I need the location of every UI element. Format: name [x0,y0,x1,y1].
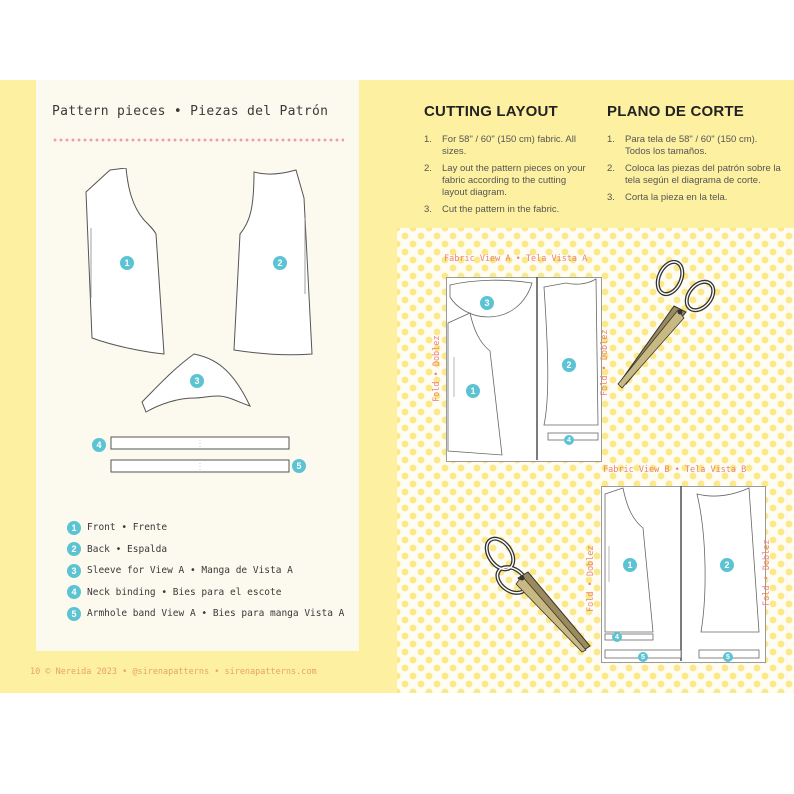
page-footer: 10 © Nereida 2023 • @sirenapatterns • sirenapatterns.com [30,667,317,677]
step-number: 1. [607,134,615,145]
step-number: 3. [424,204,432,215]
fold-label: Fold • Doblez [600,329,610,396]
layout-number-badge: 1 [466,384,480,398]
layout-number-badge: 3 [480,296,494,310]
layout-number-badge: 5 [723,652,733,662]
layout-number-badge: 2 [562,358,576,372]
layout-b-pieces [601,486,766,663]
scissors-icon [612,256,724,392]
piece-number-badge: 5 [292,459,306,473]
pattern-piece-neck-binding [110,436,290,450]
layout-a-pieces [446,277,602,462]
piece-number-badge: 4 [92,438,106,452]
fabric-view-b-label: Fabric View B • Tela Vista B [603,465,747,475]
pattern-piece-armhole-band [110,459,290,473]
piece-number-badge: 3 [190,374,204,388]
cutting-steps-en [424,134,589,221]
legend-text: Back • Espalda [87,543,168,555]
legend-item [67,517,344,539]
page-title: Pattern pieces • Piezas del Patrón [52,104,329,119]
layout-number-badge: 4 [564,435,574,445]
cutting-layout-heading: CUTTING LAYOUT [424,103,558,120]
step-text: Coloca las piezas del patrón sobre la tela según el diagrama de corte. [625,163,781,186]
fabric-view-a-label: Fabric View A • Tela Vista A [444,254,588,264]
step-number: 2. [607,163,615,174]
step-item [424,134,589,158]
step-text: Lay out the pattern pieces on your fabric according to the cutting layout diagram. [442,163,586,198]
legend-number-badge: 3 [67,564,81,578]
piece-number-badge: 1 [120,256,134,270]
fold-label: Fold • Doblez [586,545,596,612]
step-text: Cut the pattern in the fabric. [442,204,560,215]
dotted-divider [52,138,344,142]
step-text: For 58" / 60" (150 cm) fabric. All sizes. [442,134,576,157]
step-number: 2. [424,163,432,174]
legend-item [67,582,344,604]
step-item [607,134,782,158]
cutting-steps-es [607,134,782,209]
legend-item [67,560,344,582]
step-number: 3. [607,192,615,203]
legend-number-badge: 5 [67,607,81,621]
legend-item [67,539,344,561]
step-item [607,163,782,187]
legend-text: Armhole band View A • Bies para manga Vista A [87,608,345,620]
plano-de-corte-heading: PLANO DE CORTE [607,103,744,120]
legend-number-badge: 4 [67,585,81,599]
step-item [424,204,589,216]
step-text: Para tela de 58" / 60" (150 cm). Todos los tamaños. [625,134,758,157]
fold-label: Fold • Doblez [432,335,442,402]
fold-label: Fold • Doblez [762,539,772,606]
step-item [607,192,782,204]
layout-number-badge: 5 [638,652,648,662]
piece-number-badge: 2 [273,256,287,270]
layout-number-badge: 4 [612,632,622,642]
legend-text: Front • Frente [87,522,168,534]
legend-number-badge: 1 [67,521,81,535]
layout-number-badge: 2 [720,558,734,572]
legend-text: Neck binding • Bies para el escote [87,586,282,598]
scissors-icon [478,532,594,654]
legend-number-badge: 2 [67,542,81,556]
pattern-pieces-legend [67,517,344,625]
layout-number-badge: 1 [623,558,637,572]
step-item [424,163,589,199]
step-text: Corta la pieza en la tela. [625,192,728,203]
legend-item [67,603,344,625]
step-number: 1. [424,134,432,145]
legend-text: Sleeve for View A • Manga de Vista A [87,565,293,577]
